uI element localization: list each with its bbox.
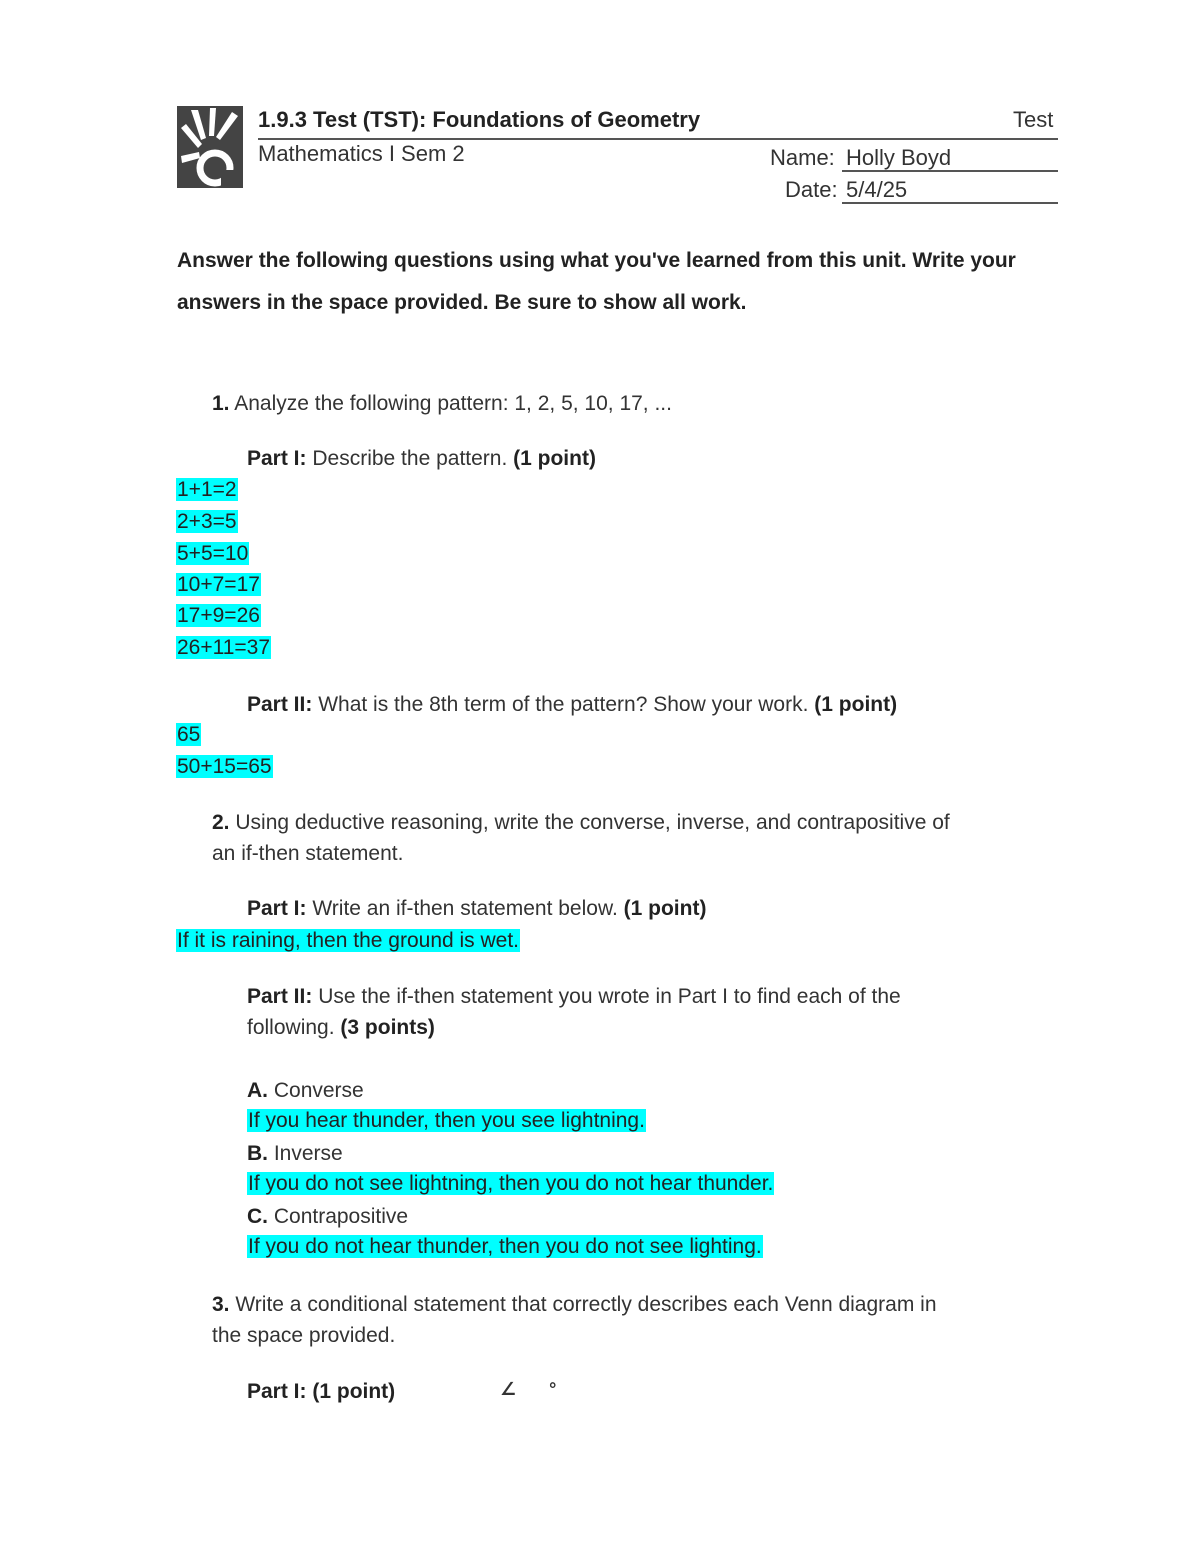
q1-part1-header: Part I: Describe the pattern. (1 point)	[247, 447, 596, 470]
answer-line: 5+5=10	[177, 542, 249, 565]
converse-answer: If you hear thunder, then you see lightning.	[248, 1109, 645, 1132]
answer-line: 50+15=65	[177, 755, 272, 778]
converse-label: A. Converse	[247, 1079, 364, 1102]
name-underline	[842, 170, 1058, 172]
q2-part1-answer	[176, 927, 520, 955]
q1-part2-answers	[176, 721, 273, 785]
question-number: 2.	[212, 811, 230, 834]
q2-subparts	[247, 1075, 774, 1264]
stray-marks: ∠ °	[500, 1379, 571, 1399]
page-title: 1.9.3 Test (TST): Foundations of Geometry	[258, 107, 701, 132]
q1-part1-answers	[176, 476, 271, 666]
answer-line: 65	[177, 723, 201, 746]
contrapositive-label: C. Contrapositive	[247, 1205, 409, 1228]
title-divider	[258, 138, 1058, 140]
date-value: 5/4/25	[846, 177, 908, 202]
answer-line: 26+11=37	[177, 636, 271, 659]
date-label: Date:	[785, 177, 838, 202]
q2-part1-header: Part I: Write an if-then statement below. (1 point)	[247, 897, 707, 920]
document-type-label: Test	[1013, 107, 1054, 132]
question-2: 2. Using deductive reasoning, write the converse, inverse, and contrapositive of an if-then statement.	[212, 811, 950, 865]
answer-line: 17+9=26	[177, 604, 260, 627]
date-underline	[842, 202, 1058, 204]
question-3: 3. Write a conditional statement that correctly describes each Venn diagram in the space provided.	[212, 1293, 937, 1347]
contrapositive-answer: If you do not hear thunder, then you do not see lighting.	[248, 1235, 762, 1258]
q2-part2-header: Part II: Use the if-then statement you wrote in Part I to find each of the following. (3 points)	[247, 985, 901, 1039]
name-label: Name:	[770, 145, 835, 170]
question-number: 3.	[212, 1293, 230, 1316]
answer-line: 1+1=2	[177, 478, 237, 501]
question-1	[212, 388, 672, 419]
instructions: Answer the following questions using what you've learned from this unit. Write your answers in the space provided. Be sure to show all work.	[177, 249, 1016, 314]
question-number: 1.	[212, 392, 230, 415]
course-subtitle: Mathematics I Sem 2	[258, 141, 465, 166]
q1-part2-header: Part II: What is the 8th term of the pattern? Show your work. (1 point)	[247, 693, 898, 716]
answer-line: 10+7=17	[177, 573, 260, 596]
inverse-answer: If you do not see lightning, then you do not hear thunder.	[248, 1172, 774, 1195]
inverse-label: B. Inverse	[247, 1142, 343, 1165]
answer-line: 2+3=5	[177, 510, 237, 533]
school-logo-icon	[177, 106, 243, 188]
name-value: Holly Boyd	[846, 145, 952, 170]
question-prompt: Analyze the following pattern: 1, 2, 5, 10, 17, ...	[234, 392, 672, 415]
answer-line: If it is raining, then the ground is wet.	[177, 929, 520, 952]
q3-part1-header: Part I: (1 point)	[247, 1380, 396, 1403]
